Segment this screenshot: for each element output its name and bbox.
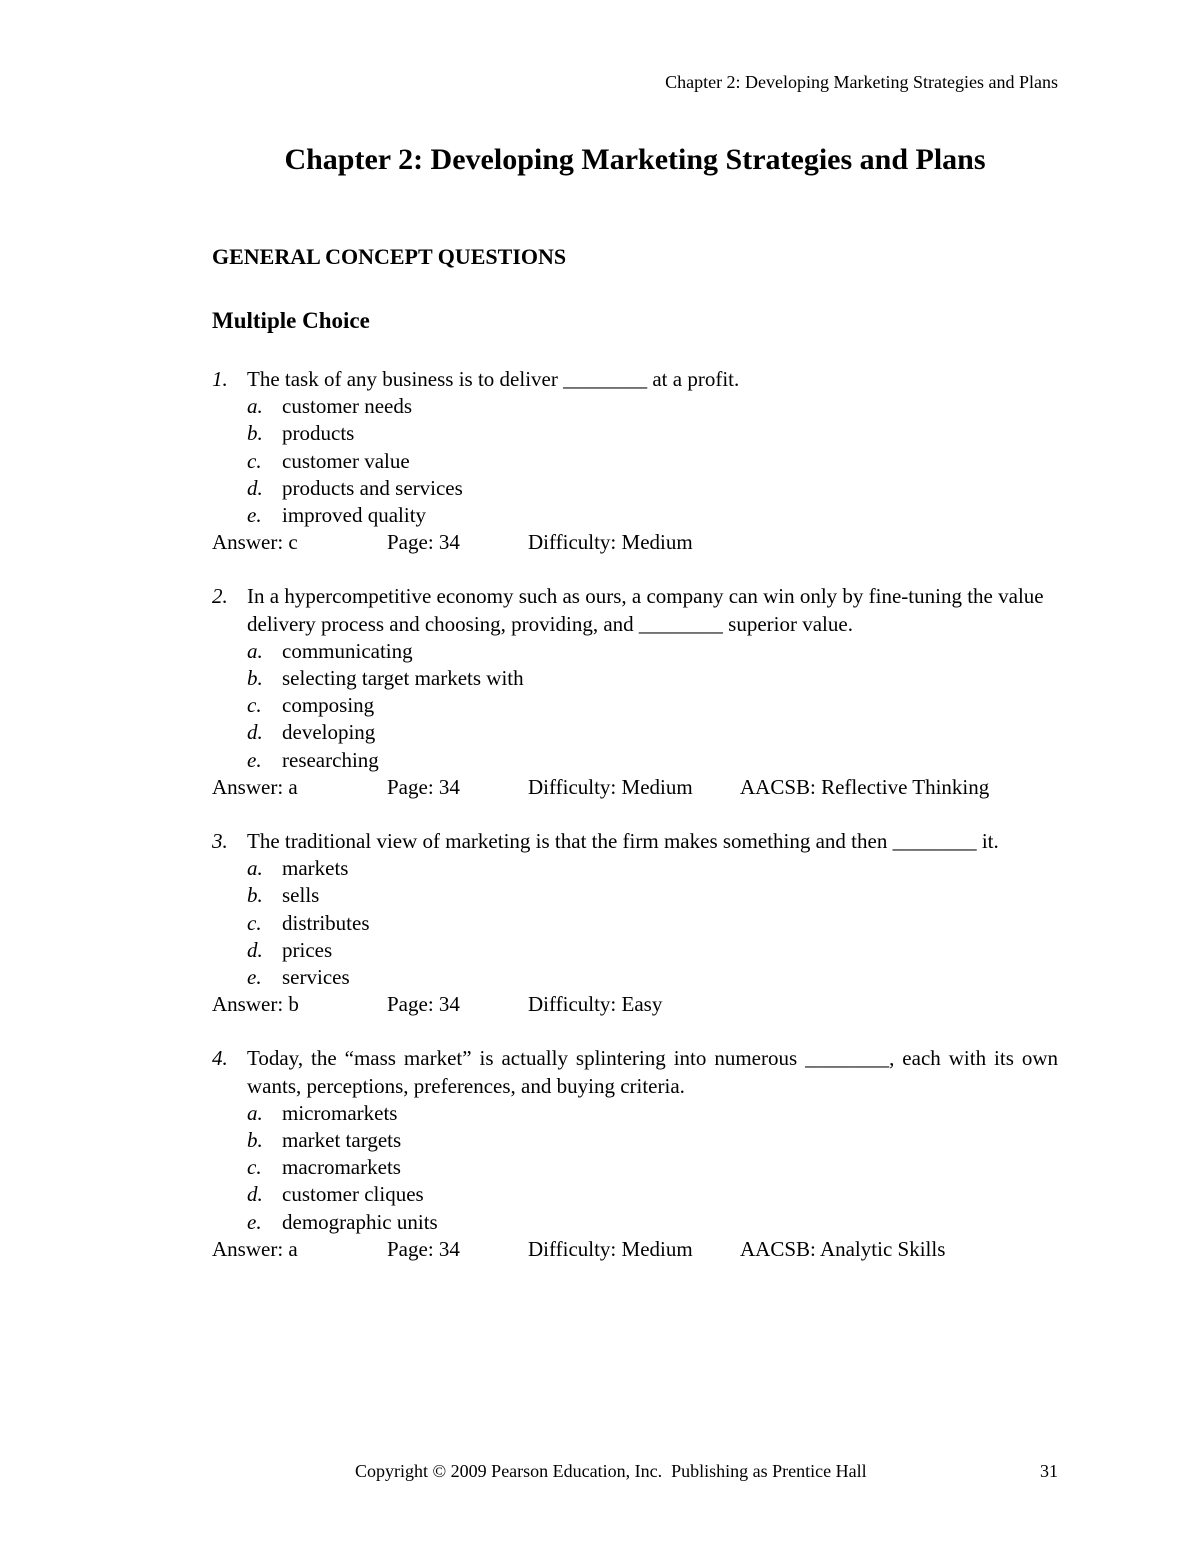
difficulty-level: Difficulty: Medium (528, 530, 693, 555)
option-d (212, 937, 1058, 964)
option-text: market targets (282, 1128, 402, 1153)
option-text: prices (282, 937, 333, 962)
subsection-heading: Multiple Choice (212, 308, 370, 333)
option-c (212, 910, 1058, 937)
option-d (212, 1181, 1058, 1208)
option-a (212, 393, 1058, 420)
option-letter: c. (247, 448, 262, 473)
option-b (212, 420, 1058, 447)
option-text: customer needs (282, 394, 413, 419)
question-number: 3. (212, 829, 228, 854)
option-text: developing (282, 720, 376, 745)
question-number: 4. (212, 1046, 228, 1071)
option-text: services (282, 965, 350, 990)
answer-key: Answer: b (212, 992, 299, 1017)
page-reference: Page: 34 (387, 774, 460, 799)
option-text: researching (282, 747, 379, 772)
question-text: Today, the “mass market” is actually splintering into numerous ________, each with its own wants, perceptions, preferences, and buying criteria. (247, 1046, 1058, 1098)
section-heading: GENERAL CONCEPT QUESTIONS (212, 244, 567, 269)
option-c (212, 448, 1058, 475)
option-text: macromarkets (282, 1155, 401, 1180)
option-letter: d. (247, 937, 263, 962)
option-letter: d. (247, 720, 263, 745)
option-text: communicating (282, 638, 413, 663)
option-text: sells (282, 883, 320, 908)
answer-key: Answer: c (212, 530, 298, 555)
difficulty-level: Difficulty: Medium (528, 774, 693, 799)
option-b (212, 882, 1058, 909)
option-b (212, 1127, 1058, 1154)
option-e (212, 502, 1058, 529)
question-number: 2. (212, 584, 228, 609)
question-stem (212, 366, 1058, 393)
question-3 (212, 828, 1058, 1018)
option-text: selecting target markets with (282, 666, 524, 691)
option-text: products and services (282, 475, 463, 500)
question-number: 1. (212, 367, 228, 391)
page-reference: Page: 34 (387, 530, 460, 555)
answer-key: Answer: a (212, 774, 298, 799)
option-letter: a. (247, 856, 263, 881)
option-letter: b. (247, 883, 263, 908)
option-b (212, 665, 1058, 692)
option-e (212, 1209, 1058, 1236)
option-letter: e. (247, 503, 262, 528)
option-letter: b. (247, 421, 263, 446)
option-letter: d. (247, 475, 263, 500)
answer-row (212, 529, 1058, 556)
answer-row (212, 774, 1058, 801)
page-reference: Page: 34 (387, 1236, 460, 1261)
question-list (212, 366, 1058, 1290)
chapter-title: Chapter 2: Developing Marketing Strategies and Plans (284, 143, 986, 176)
option-e (212, 747, 1058, 774)
option-text: products (282, 421, 355, 446)
question-text: The traditional view of marketing is that the firm makes something and then ________ it. (247, 829, 999, 854)
answer-key: Answer: a (212, 1236, 298, 1261)
difficulty-level: Difficulty: Medium (528, 1236, 693, 1261)
option-letter: d. (247, 1182, 263, 1207)
option-letter: e. (247, 747, 262, 772)
option-letter: e. (247, 965, 262, 990)
option-letter: c. (247, 910, 262, 935)
footer-copyright: Copyright © 2009 Pearson Education, Inc. Publishing as Prentice Hall (355, 1461, 867, 1481)
option-text: improved quality (282, 503, 427, 528)
option-letter: a. (247, 394, 263, 419)
option-a (212, 1100, 1058, 1127)
option-text: customer value (282, 448, 410, 473)
question-1 (212, 366, 1058, 556)
difficulty-level: Difficulty: Easy (528, 992, 663, 1017)
option-letter: b. (247, 666, 263, 691)
aacsb-tag: AACSB: Analytic Skills (740, 1236, 946, 1261)
option-letter: c. (247, 1155, 262, 1180)
answer-row (212, 1236, 1058, 1263)
option-text: composing (282, 693, 375, 718)
page-number: 31 (1040, 1461, 1058, 1481)
option-text: distributes (282, 910, 370, 935)
option-letter: b. (247, 1128, 263, 1153)
running-header: Chapter 2: Developing Marketing Strategies and Plans (665, 72, 1058, 92)
option-c (212, 1154, 1058, 1181)
option-letter: a. (247, 638, 263, 663)
option-letter: c. (247, 693, 262, 718)
option-e (212, 964, 1058, 991)
option-letter: e. (247, 1209, 262, 1234)
option-text: demographic units (282, 1209, 438, 1234)
question-stem (212, 1045, 1058, 1099)
option-a (212, 855, 1058, 882)
question-stem (212, 828, 1058, 855)
question-text: The task of any business is to deliver ________ at a profit. (247, 367, 740, 391)
option-d (212, 475, 1058, 502)
option-c (212, 692, 1058, 719)
option-a (212, 638, 1058, 665)
answer-row (212, 991, 1058, 1018)
option-text: markets (282, 856, 349, 881)
question-4 (212, 1045, 1058, 1263)
question-text: In a hypercompetitive economy such as ours, a company can win only by fine-tuning the value delivery process and choosing, providing, and ________ superior value. (247, 584, 1044, 636)
option-text: micromarkets (282, 1100, 398, 1125)
aacsb-tag: AACSB: Reflective Thinking (740, 774, 990, 799)
question-stem (212, 583, 1058, 637)
option-text: customer cliques (282, 1182, 424, 1207)
option-letter: a. (247, 1100, 263, 1125)
question-2 (212, 583, 1058, 801)
option-d (212, 719, 1058, 746)
page-reference: Page: 34 (387, 992, 460, 1017)
